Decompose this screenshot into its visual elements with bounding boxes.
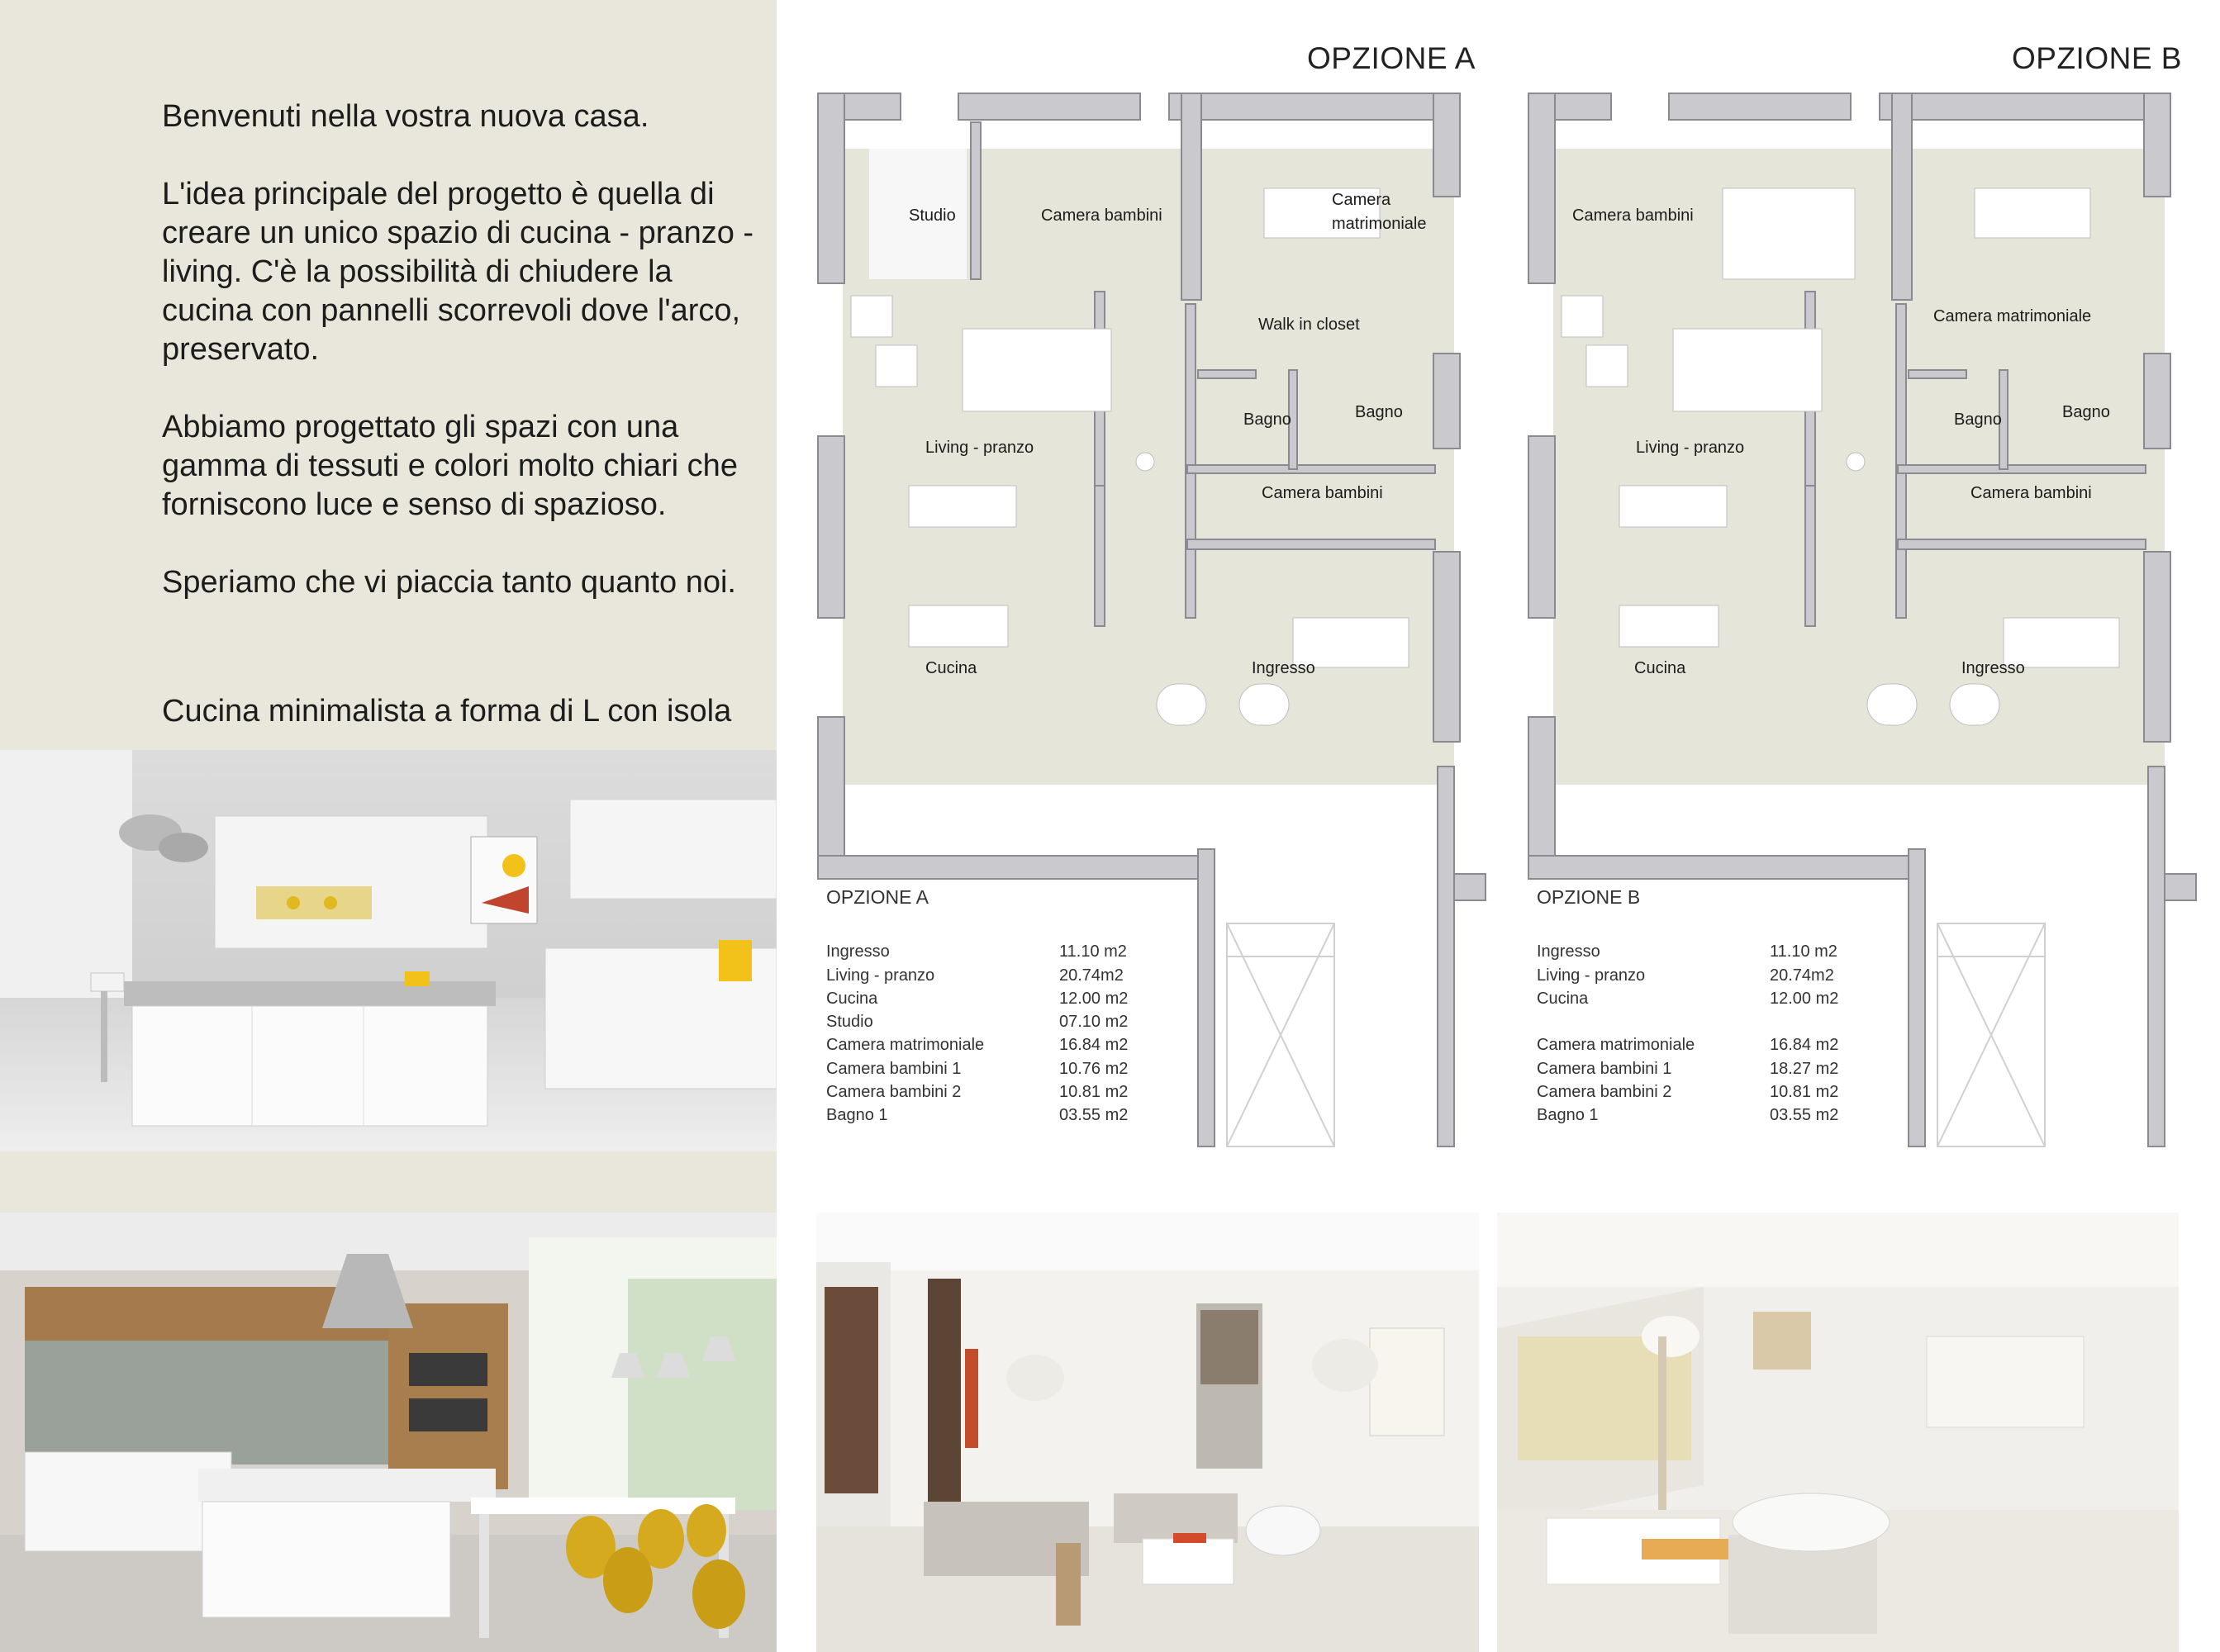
room-name: Camera bambini 2: [826, 1083, 962, 1102]
table-row: [1537, 1080, 1884, 1104]
room-name: Living - pranzo: [1537, 966, 1646, 985]
room-label: Walk in closet: [1258, 316, 1360, 334]
room-area: 03.55 m2: [1059, 1106, 1129, 1125]
plan-title-a: OPZIONE A: [1307, 41, 1476, 75]
room-name: Camera matrimoniale: [826, 1036, 985, 1055]
room-name: Camera bambini 1: [1537, 1059, 1672, 1078]
room-area: 12.00 m2: [1770, 989, 1839, 1008]
table-row: [1537, 1057, 1884, 1080]
table-row: [1537, 987, 1884, 1010]
room-label: Cucina: [925, 659, 977, 677]
table-row: [826, 940, 1173, 963]
room-name: Cucina: [826, 989, 878, 1008]
table-row: [826, 987, 1173, 1010]
table-row: [826, 1057, 1173, 1080]
intro-text: [162, 97, 757, 602]
intro-paragraph-3: Abbiamo progettato gli spazi con una gamma di tessuti e colori molto chiari che forniscono luce e senso di spazioso.: [162, 410, 738, 522]
room-name: Ingresso: [1537, 942, 1600, 961]
room-label: Living - pranzo: [1636, 439, 1745, 457]
room-area: 03.55 m2: [1770, 1106, 1839, 1125]
area-table-a: [826, 885, 1173, 1127]
area-table-title: OPZIONE B: [1537, 886, 1641, 908]
room-name: Camera matrimoniale: [1537, 1036, 1695, 1055]
room-label: Camera bambini: [1572, 206, 1694, 225]
room-area: 10.76 m2: [1059, 1059, 1129, 1078]
area-table-title: OPZIONE A: [826, 886, 929, 908]
room-name: Ingresso: [826, 942, 890, 961]
intro-paragraph-2: L'idea principale del progetto è quella di creare un unico spazio di cucina - pranzo -living. C'è la possibilità di chiudere la cucina con pannelli scorrevoli dove l'arco, preservato.: [162, 177, 754, 367]
room-name: Living - pranzo: [826, 966, 935, 985]
room-label: Studio: [909, 206, 956, 225]
room-name: Camera bambini 1: [826, 1059, 962, 1078]
table-row: [826, 1033, 1173, 1056]
plan-title-b: OPZIONE B: [2012, 41, 2182, 75]
room-label: Bagno: [1243, 411, 1291, 429]
table-row: [826, 1010, 1173, 1033]
table-row: [826, 1080, 1173, 1104]
room-area: 10.81 m2: [1770, 1083, 1839, 1102]
intro-paragraph-4: Speriamo che vi piaccia tanto quanto noi.: [162, 565, 736, 600]
room-label: Camera bambini: [1041, 206, 1162, 225]
room-area: 10.81 m2: [1059, 1083, 1129, 1102]
room-area: 18.27 m2: [1770, 1059, 1839, 1078]
room-area: 12.00 m2: [1059, 989, 1129, 1008]
kitchen-photo-white: [0, 750, 777, 1151]
table-row: [1537, 1033, 1884, 1056]
room-name: Camera bambini 2: [1537, 1083, 1672, 1102]
room-area: 16.84 m2: [1059, 1036, 1129, 1055]
intro-paragraph-1: Benvenuti nella vostra nuova casa.: [162, 99, 649, 134]
room-name: Studio: [826, 1013, 873, 1032]
room-area: 20.74m2: [1059, 966, 1124, 985]
table-row: [1537, 940, 1884, 963]
room-area: 20.74m2: [1770, 966, 1834, 985]
table-row: [1537, 964, 1884, 987]
room-label: Camera bambini: [1262, 484, 1383, 502]
living-room-photo-1: [816, 1213, 1479, 1652]
room-label: Cucina: [1634, 659, 1686, 677]
room-label: Bagno: [1954, 411, 2002, 429]
table-row: [1537, 1104, 1884, 1127]
room-area: 11.10 m2: [1770, 942, 1837, 961]
room-area: 16.84 m2: [1770, 1036, 1839, 1055]
living-room-photo-2: [1497, 1213, 2179, 1652]
kitchen-caption: Cucina minimalista a forma di L con isola: [162, 694, 732, 729]
room-label: Bagno: [1355, 403, 1403, 421]
room-label: Camera matrimoniale: [1933, 307, 2092, 325]
room-label: Ingresso: [1961, 659, 2025, 677]
room-label: Camera bambini: [1970, 484, 2092, 502]
room-label: Bagno: [2062, 403, 2110, 421]
room-name: Bagno 1: [826, 1106, 888, 1125]
room-area: 07.10 m2: [1059, 1013, 1129, 1032]
room-name: Bagno 1: [1537, 1106, 1599, 1125]
room-area: 11.10 m2: [1059, 942, 1127, 961]
kitchen-photo-wood: [0, 1213, 777, 1652]
room-label: Living - pranzo: [925, 439, 1034, 457]
room-label: Ingresso: [1252, 659, 1315, 677]
room-label: Camera matrimoniale: [1332, 191, 1427, 233]
table-row: [826, 964, 1173, 987]
area-table-b: [1537, 885, 1884, 1127]
table-row: [826, 1104, 1173, 1127]
room-name: Cucina: [1537, 989, 1589, 1008]
